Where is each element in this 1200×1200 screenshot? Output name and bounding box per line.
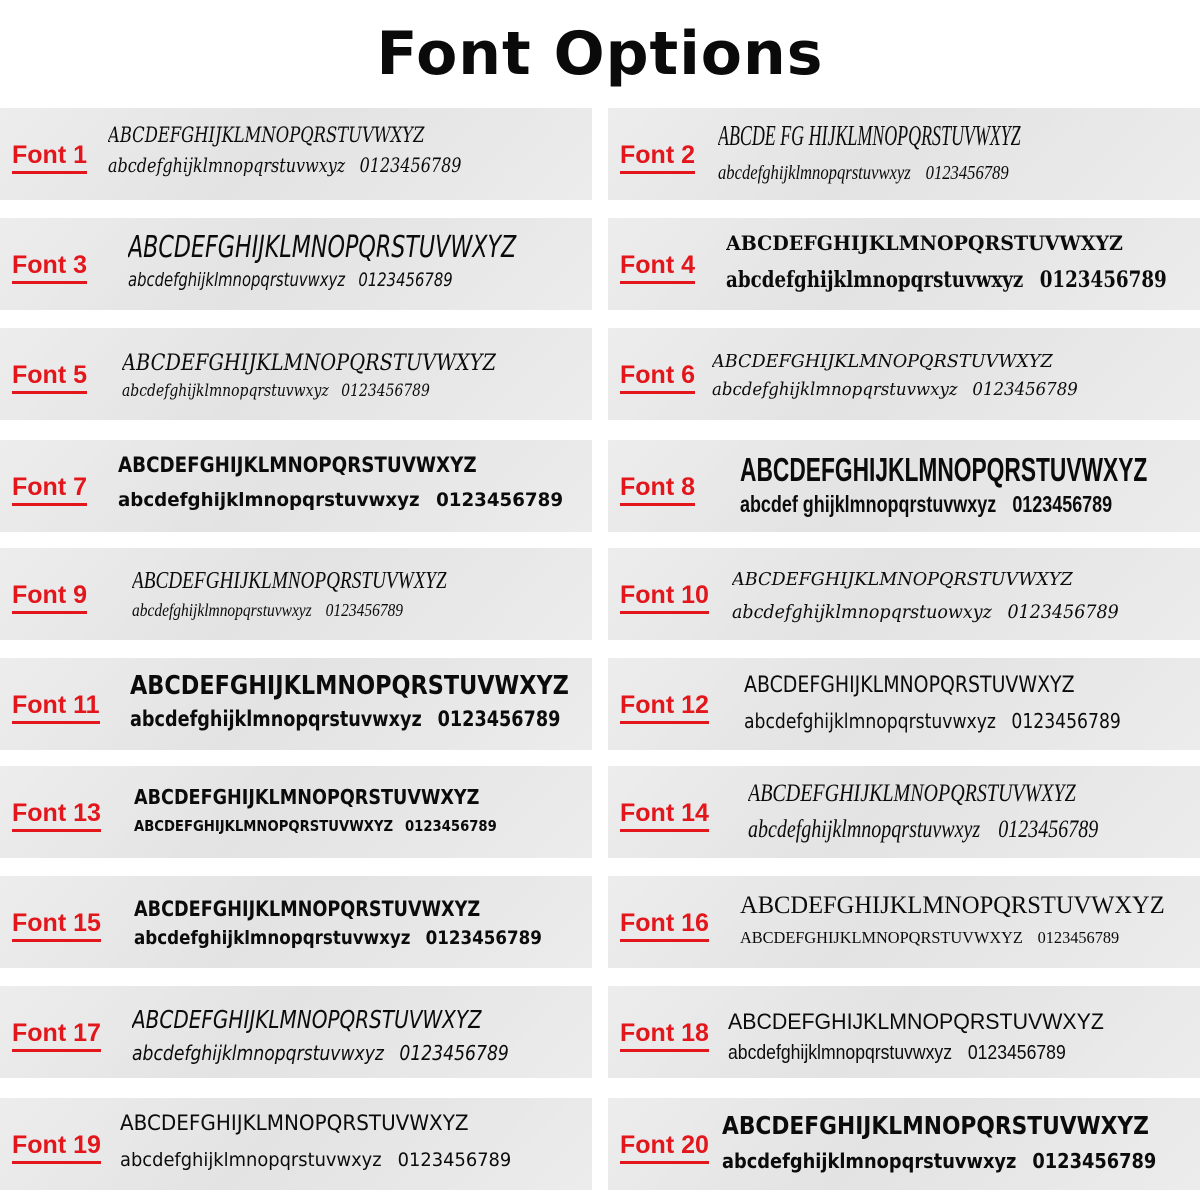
font-option-panel[interactable] [608,658,1200,750]
lowercase-sample: abcdef ghijklmnopqrstuvwxyz [740,491,997,517]
font-option-label: Font 15 [12,908,101,942]
font-option-panel[interactable] [608,986,1200,1078]
lowercase-and-digits-sample [132,1040,509,1066]
lowercase-sample: abcdefghijklmnopqrstuvwxyz [130,707,422,731]
lowercase-sample: abcdefghijklmnopqrstuvwxyz [722,1149,1017,1173]
digits-sample: 0123456789 [1007,601,1119,623]
lowercase-sample: abcdefghijklmnopqrstuvwxyz [118,489,420,511]
uppercase-sample: ABCDEFGHIJKLMNOPQRSTUVWXYZ [740,892,1165,919]
lowercase-and-digits-sample [128,268,453,293]
lowercase-and-digits-sample [134,816,497,837]
font-option-panel[interactable] [0,876,592,968]
font-option-panel[interactable] [608,766,1200,858]
lowercase-sample: abcdefghijklmnopqrstuvwxyz [134,927,411,949]
uppercase-sample: ABCDEFGHIJKLMNOPQRSTUVWXYZ [134,785,480,809]
lowercase-sample: abcdefghijklmnopqrstuvwxyz [122,381,329,401]
uppercase-sample: ABCDEFGHIJKLMNOPQRSTUVWXYZ [712,351,1053,372]
font-option-panel[interactable] [608,218,1200,310]
font-option-panel[interactable] [608,440,1200,532]
font-option-label: Font 13 [12,798,101,832]
uppercase-sample: ABCDEFGHIJKLMNOPQRSTUVWXYZ [132,1005,482,1034]
lowercase-and-digits-sample [728,1040,1066,1066]
font-option-panel[interactable] [0,218,592,310]
font-option-label: Font 20 [620,1130,709,1164]
lowercase-and-digits-sample [732,600,1119,625]
uppercase-sample: ABCDE FG HIJKLMNOPQRSTUVWXYZ [718,121,1021,152]
uppercase-sample: ABCDEFGHIJKLMNOPQRSTUVWXYZ [728,1009,1104,1034]
uppercase-sample: ABCDEFGHIJKLMNOPQRSTUVWXYZ [122,351,497,376]
digits-sample: 0123456789 [1011,709,1121,733]
font-option-label: Font 11 [12,690,100,724]
digits-sample: 0123456789 [359,153,462,177]
uppercase-sample: ABCDEFGHIJKLMNOPQRSTUVWXYZ [130,671,569,701]
font-option-label: Font 1 [12,140,87,174]
lowercase-and-digits-sample [722,1148,1156,1174]
digits-sample: 0123456789 [404,817,497,835]
uppercase-sample: ABCDEFGHIJKLMNOPQRSTUVWXYZ [740,451,1148,488]
digits-sample: 0123456789 [436,489,564,511]
lowercase-sample: abcdefghijklmnopqrstuvwxyz [726,267,1024,293]
font-option-label: Font 12 [620,690,709,724]
font-option-label: Font 2 [620,140,695,174]
digits-sample: 0123456789 [972,379,1078,400]
page-title: Font Options [376,19,824,89]
font-option-panel[interactable] [0,986,592,1078]
lowercase-sample: abcdefghijklmnopqrstuvwxyz [728,1042,953,1064]
uppercase-sample: ABCDEFGHIJKLMNOPQRSTUVWXYZ [120,1111,469,1135]
digits-sample: 0123456789 [325,600,404,620]
lowercase-and-digits-sample [718,160,1009,186]
digits-sample: 0123456789 [399,1041,509,1065]
lowercase-and-digits-sample [134,926,542,951]
lowercase-sample: ABCDEFGHIJKLMNOPQRSTUVWXYZ [134,817,394,835]
uppercase-sample: ABCDEFGHIJKLMNOPQRSTUVWXYZ [132,568,447,594]
uppercase-sample: ABCDEFGHIJKLMNOPQRSTUVWXYZ [134,897,481,921]
lowercase-sample: abcdefghijklmnopqrstuvwxyz [744,709,996,733]
digits-sample: 0123456789 [358,269,453,291]
uppercase-sample: ABCDEFGHIJKLMNOPQRSTUVWXYZ [748,780,1076,807]
font-option-panel[interactable] [608,328,1200,420]
digits-sample: 0123456789 [341,381,430,401]
uppercase-sample: ABCDEFGHIJKLMNOPQRSTUVWXYZ [108,123,425,147]
font-option-label: Font 19 [12,1130,101,1164]
lowercase-and-digits-sample [712,378,1078,402]
lowercase-sample: abcdefghijklmnopqrstuvwxyz [132,1041,384,1065]
lowercase-sample: abcdefghijklmnopqrstuvwxyz [108,153,346,177]
lowercase-sample: abcdefghijklmnopqrstuvwxyz [712,379,958,400]
font-option-label: Font 14 [620,798,709,832]
lowercase-and-digits-sample [120,1148,511,1173]
lowercase-sample: abcdefghijklmnopqrstuvwxyz [120,1149,382,1171]
uppercase-sample: ABCDEFGHIJKLMNOPQRSTUVWXYZ [732,569,1073,590]
digits-sample: 0123456789 [397,1149,512,1171]
lowercase-sample: abcdefghijklmnopqrstuowxyz [732,601,992,623]
lowercase-and-digits-sample [122,380,430,403]
font-option-panel[interactable] [0,440,592,532]
digits-sample: 0123456789 [925,162,1009,184]
font-option-panel[interactable] [0,1098,592,1190]
lowercase-and-digits-sample [744,708,1121,734]
digits-sample: 0123456789 [425,927,542,949]
font-option-label: Font 17 [12,1018,101,1052]
lowercase-sample: ABCDEFGHIJKLMNOPQRSTUVWXYZ [740,928,1023,947]
font-option-label: Font 6 [620,360,695,394]
font-option-label: Font 3 [12,250,87,284]
font-option-panel[interactable] [608,108,1200,200]
uppercase-sample: ABCDEFGHIJKLMNOPQRSTUVWXYZ [118,453,477,477]
font-option-label: Font 4 [620,250,695,284]
font-option-panel[interactable] [0,108,592,200]
font-option-panel[interactable] [608,876,1200,968]
lowercase-and-digits-sample [740,490,1112,519]
font-option-label: Font 8 [620,472,695,506]
lowercase-and-digits-sample [726,266,1167,294]
lowercase-sample: abcdefghijklmnopqrstuvwxyz [748,816,981,843]
lowercase-and-digits-sample [118,488,563,513]
digits-sample: 0123456789 [1032,1149,1157,1173]
font-option-label: Font 10 [620,580,709,614]
font-option-label: Font 7 [12,472,87,506]
lowercase-and-digits-sample [130,706,560,733]
lowercase-and-digits-sample [740,926,1119,949]
digits-sample: 0123456789 [1037,928,1120,947]
font-option-label: Font 9 [12,580,87,614]
font-option-panel[interactable] [0,328,592,420]
font-option-label: Font 18 [620,1018,709,1052]
digits-sample: 0123456789 [967,1042,1066,1064]
uppercase-sample: ABCDEFGHIJKLMNOPQRSTUVWXYZ [128,230,517,265]
font-option-label: Font 16 [620,908,709,942]
digits-sample: 0123456789 [437,707,561,731]
lowercase-and-digits-sample [748,814,1098,845]
font-option-panel[interactable] [608,548,1200,640]
uppercase-sample: ABCDEFGHIJKLMNOPQRSTUVWXYZ [744,673,1075,698]
digits-sample: 0123456789 [1039,267,1167,293]
lowercase-and-digits-sample [132,598,403,622]
font-option-label: Font 5 [12,360,87,394]
lowercase-sample: abcdefghijklmnopqrstuvwxyz [128,269,346,291]
lowercase-sample: abcdefghijklmnopqrstuvwxyz [718,162,911,184]
digits-sample: 0123456789 [1012,491,1113,517]
uppercase-sample: ABCDEFGHIJKLMNOPQRSTUVWXYZ [726,231,1123,255]
font-option-panel[interactable] [0,548,592,640]
lowercase-and-digits-sample [108,152,461,178]
font-option-panel[interactable] [608,1098,1200,1190]
font-option-panel[interactable] [0,766,592,858]
font-option-panel[interactable] [0,658,592,750]
lowercase-sample: abcdefghijklmnopqrstuvwxyz [132,600,312,620]
uppercase-sample: ABCDEFGHIJKLMNOPQRSTUVWXYZ [722,1111,1149,1140]
digits-sample: 0123456789 [998,816,1099,843]
